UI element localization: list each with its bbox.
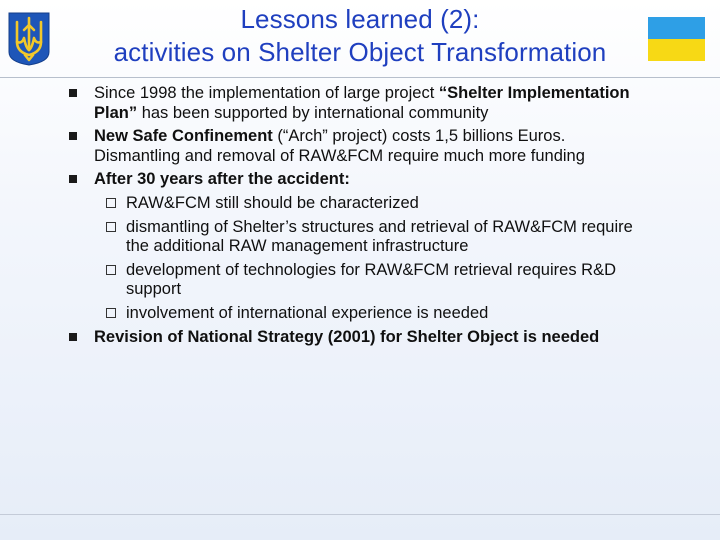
hollow-square-bullet-icon xyxy=(106,308,116,318)
footer-divider xyxy=(0,514,720,515)
sub-bullet-item-2 xyxy=(0,218,656,257)
bullet-2-bold-text: New Safe Confinement xyxy=(94,127,273,146)
header-divider xyxy=(0,77,720,78)
sub-bullet-2-text: dismantling of Shelter’s structures and retrieval of RAW&FCM require the additional RAW management infrastructure xyxy=(126,217,633,256)
bullet-list xyxy=(0,84,720,347)
sub-bullet-item-3 xyxy=(0,261,656,300)
bullet-3-bold-text: After 30 years after the accident: xyxy=(94,170,350,189)
sub-bullet-1-text: RAW&FCM still should be characterized xyxy=(126,193,419,212)
slide-title xyxy=(60,3,660,69)
square-bullet-icon xyxy=(69,89,77,97)
hollow-square-bullet-icon xyxy=(106,265,116,275)
sub-bullet-item-1 xyxy=(0,194,656,214)
sub-bullet-4-text: involvement of international experience is needed xyxy=(126,303,489,322)
title-line-1: Lessons learned (2): xyxy=(240,4,480,34)
bullet-1-text-a: Since 1998 the implementation of large project xyxy=(94,84,439,102)
bullet-2-text: (“Arch” project) costs 1,5 billions Euros. Dismantling and removal of RAW&FCM require much more funding xyxy=(94,127,585,165)
bullet-item-2 xyxy=(0,127,654,166)
sub-bullet-item-4 xyxy=(0,304,656,324)
square-bullet-icon xyxy=(69,333,77,341)
bullet-1-text-b: has been supported by international community xyxy=(137,103,489,122)
bullet-item-3 xyxy=(0,170,654,190)
bullet-item-1 xyxy=(0,84,654,123)
square-bullet-icon xyxy=(69,175,77,183)
sub-bullet-3-text: development of technologies for RAW&FCM retrieval requires R&D support xyxy=(126,260,616,299)
hollow-square-bullet-icon xyxy=(106,222,116,232)
bullet-4-bold-text: Revision of National Strategy (2001) for Shelter Object is needed xyxy=(94,327,600,346)
ukraine-coat-of-arms-icon xyxy=(8,12,50,66)
hollow-square-bullet-icon xyxy=(106,198,116,208)
bullet-1-project-name: “Shelter Implementation Plan” xyxy=(94,84,630,122)
bullet-item-4 xyxy=(0,328,654,348)
title-line-2: activities on Shelter Object Transformation xyxy=(113,37,607,67)
square-bullet-icon xyxy=(69,132,77,140)
